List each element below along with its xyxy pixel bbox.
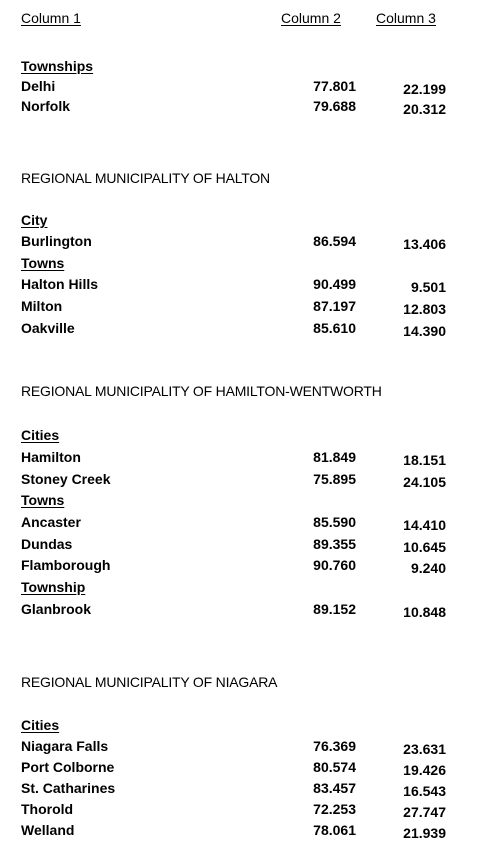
column-2-value: 77.801 — [313, 78, 356, 94]
column-3-value: 9.240 — [410, 560, 446, 576]
row-name: Dundas — [21, 536, 73, 552]
subheading: Towns — [21, 492, 65, 508]
row-name: Welland — [21, 822, 75, 838]
row-name: Delhi — [21, 78, 56, 94]
row-name: Norfolk — [21, 98, 70, 114]
row-name: Oakville — [21, 320, 75, 336]
column-3-value: 19.426 — [403, 762, 446, 778]
column-3-value: 9.501 — [410, 279, 446, 295]
section-heading: REGIONAL MUNICIPALITY OF HALTON — [21, 170, 270, 186]
column-3-value: 20.312 — [403, 101, 446, 117]
column-2-value: 85.590 — [313, 514, 356, 530]
row-name: Halton Hills — [21, 276, 99, 292]
column-3-value: 23.631 — [403, 741, 446, 757]
column-2-value: 90.499 — [313, 276, 356, 292]
column-3-value: 14.390 — [403, 323, 446, 339]
row-name: Port Colborne — [21, 759, 115, 775]
column-3-value: 10.848 — [403, 604, 446, 620]
column-2-value: 76.369 — [313, 738, 356, 754]
column-2-value: 89.152 — [313, 601, 356, 617]
column-3-header: Column 3 — [376, 10, 436, 26]
row-name: Thorold — [21, 801, 74, 817]
column-2-value: 72.253 — [313, 801, 356, 817]
column-2-value: 86.594 — [313, 233, 356, 249]
column-2-value: 80.574 — [313, 759, 356, 775]
column-2-value: 78.061 — [313, 822, 356, 838]
column-2-value: 90.760 — [313, 557, 356, 573]
column-2-value: 83.457 — [313, 780, 356, 796]
column-3-value: 27.747 — [403, 804, 446, 820]
column-2-value: 89.355 — [313, 536, 356, 552]
row-name: Glanbrook — [21, 601, 92, 617]
row-name: Milton — [21, 298, 63, 314]
column-3-value: 21.939 — [403, 825, 446, 841]
subheading: Cities — [21, 717, 60, 733]
column-3-value: 14.410 — [403, 517, 446, 533]
section-heading: REGIONAL MUNICIPALITY OF HAMILTON-WENTWORTH — [21, 383, 382, 399]
column-3-value: 12.803 — [403, 301, 446, 317]
column-2-value: 87.197 — [313, 298, 356, 314]
column-3-value: 10.645 — [403, 539, 446, 555]
row-name: Hamilton — [21, 449, 81, 465]
subheading: Townships — [21, 58, 94, 74]
column-3-value: 18.151 — [403, 452, 446, 468]
subheading: Towns — [21, 255, 65, 271]
column-2-header: Column 2 — [281, 10, 341, 26]
row-name: Burlington — [21, 233, 92, 249]
column-2-value: 81.849 — [313, 449, 356, 465]
subheading: Township — [21, 579, 86, 595]
column-1-header: Column 1 — [21, 10, 81, 26]
column-2-value: 75.895 — [313, 471, 356, 487]
column-2-value: 85.610 — [313, 320, 356, 336]
column-2-value: 79.688 — [313, 98, 356, 114]
row-name: Stoney Creek — [21, 471, 111, 487]
row-name: Flamborough — [21, 557, 111, 573]
section-heading: REGIONAL MUNICIPALITY OF NIAGARA — [21, 674, 278, 690]
column-3-value: 24.105 — [403, 474, 446, 490]
row-name: Ancaster — [21, 514, 81, 530]
subheading: Cities — [21, 427, 60, 443]
row-name: Niagara Falls — [21, 738, 109, 754]
column-3-value: 13.406 — [403, 236, 446, 252]
column-3-value: 16.543 — [403, 783, 446, 799]
subheading: City — [21, 212, 48, 228]
row-name: St. Catharines — [21, 780, 116, 796]
column-3-value: 22.199 — [403, 81, 446, 97]
